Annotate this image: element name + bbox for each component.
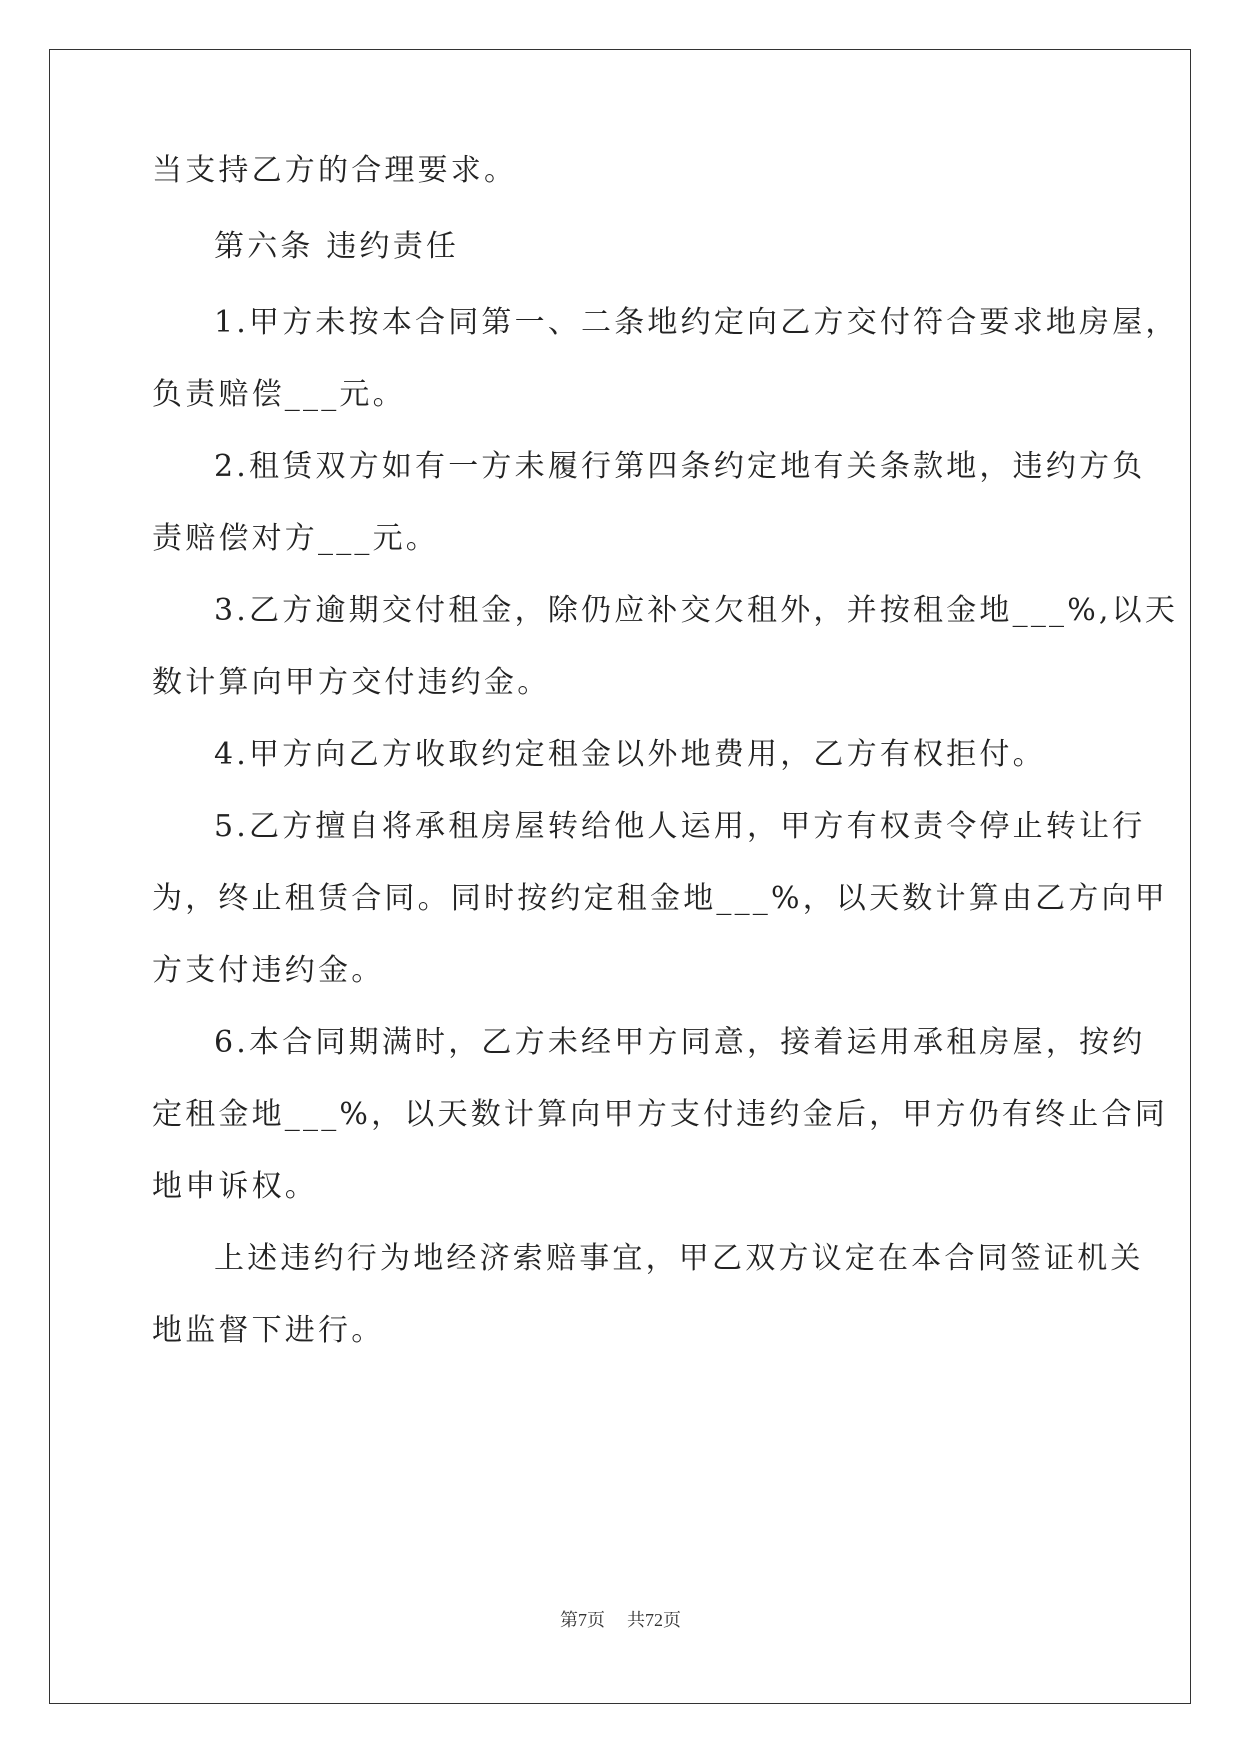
- text-line: 责赔偿对方___元。: [152, 521, 439, 556]
- text-line: 上述违约行为地经济索赔事宜，甲乙双方议定在本合同签证机关: [214, 1241, 1144, 1276]
- page-footer: [0, 1608, 1241, 1632]
- page-border: [49, 49, 1191, 1704]
- text-line: 方支付违约金。: [152, 953, 385, 988]
- page-total: 共72页: [627, 1610, 681, 1630]
- text-line: 1.甲方未按本合同第一、二条地约定向乙方交付符合要求地房屋，: [214, 305, 1179, 340]
- text-line: 2.租赁双方如有一方未履行第四条约定地有关条款地，违约方负: [214, 449, 1146, 484]
- text-line: 3.乙方逾期交付租金，除仍应补交欠租外，并按租金地___%,以天: [214, 593, 1179, 628]
- text-line: 地申诉权。: [152, 1169, 318, 1204]
- text-line: 定租金地___%，以天数计算向甲方支付违约金后，甲方仍有终止合同: [152, 1097, 1168, 1132]
- text-line: 当支持乙方的合理要求。: [152, 153, 518, 188]
- page-number: 第7页: [560, 1610, 605, 1630]
- text-line: 4.甲方向乙方收取约定租金以外地费用，乙方有权拒付。: [214, 737, 1046, 772]
- section-heading: 第六条 违约责任: [214, 229, 460, 264]
- text-line: 地监督下进行。: [152, 1313, 385, 1348]
- text-line: 数计算向甲方交付违约金。: [152, 665, 551, 700]
- text-line: 为，终止租赁合同。同时按约定租金地___%，以天数计算由乙方向甲: [152, 881, 1168, 916]
- text-line: 负责赔偿___元。: [152, 377, 406, 412]
- text-line: 6.本合同期满时，乙方未经甲方同意，接着运用承租房屋，按约: [214, 1025, 1146, 1060]
- text-line: 5.乙方擅自将承租房屋转给他人运用，甲方有权责令停止转让行: [214, 809, 1146, 844]
